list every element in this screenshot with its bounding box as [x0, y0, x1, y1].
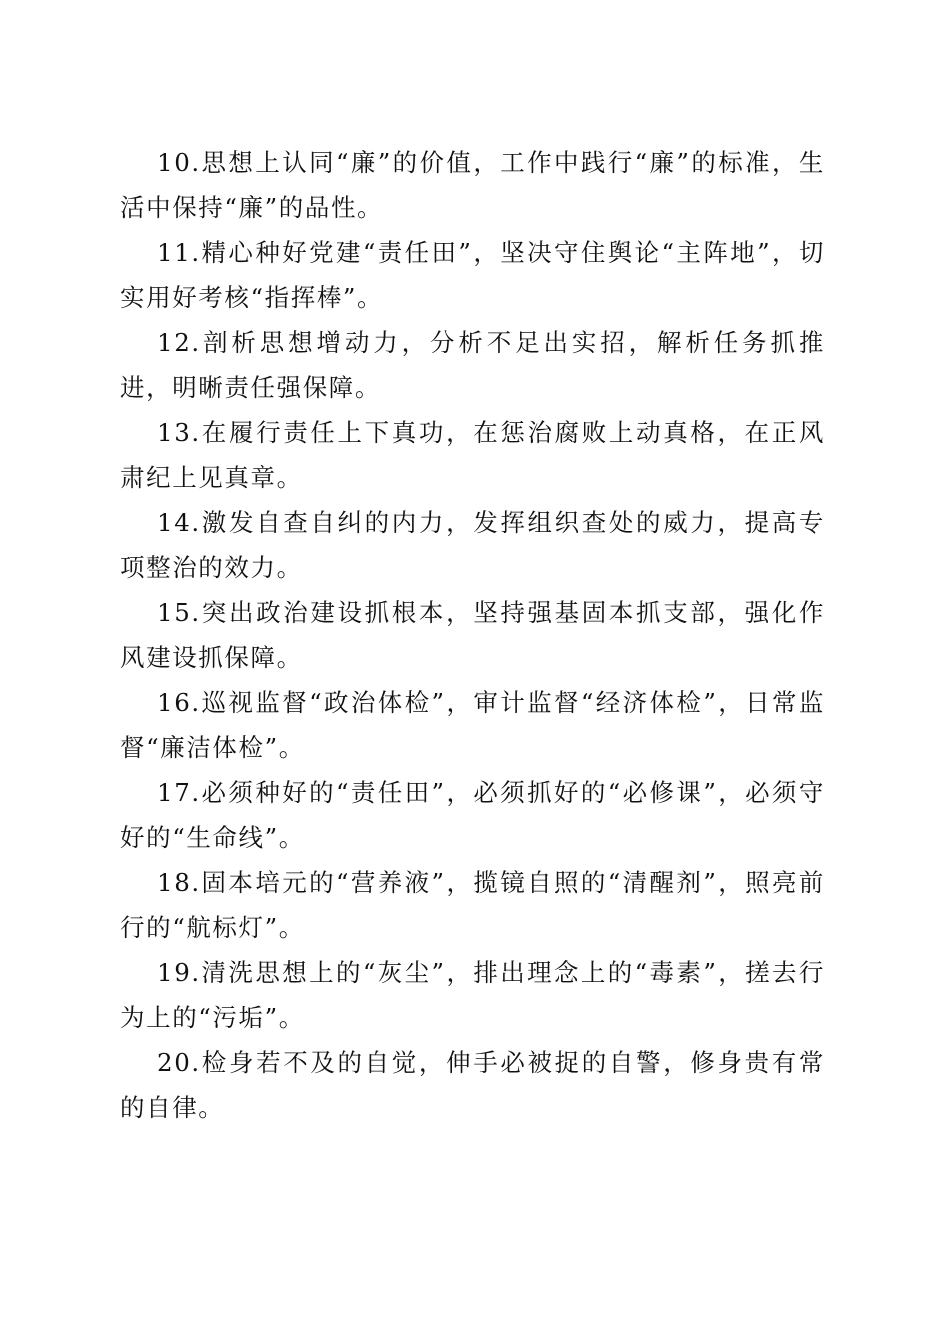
paragraph-20: 20.检身若不及的自觉，伸手必被捉的自警，修身贵有常的自律。 [120, 1048, 825, 1122]
document-body [120, 140, 825, 1130]
paragraph-13: 13.在履行责任上下真功，在惩治腐败上动真格，在正风肃纪上见真章。 [120, 418, 825, 492]
paragraph-14: 14.激发自查自纠的内力，发挥组织查处的威力，提高专项整治的效力。 [120, 508, 825, 582]
paragraph-18: 18.固本培元的“营养液”，揽镜自照的“清醒剂”，照亮前行的“航标灯”。 [120, 868, 825, 942]
paragraph-19: 19.清洗思想上的“灰尘”，排出理念上的“毒素”，搓去行为上的“污垢”。 [120, 958, 825, 1032]
paragraph-12: 12.剖析思想增动力，分析不足出实招，解析任务抓推进，明晰责任强保障。 [120, 328, 825, 402]
paragraph-11: 11.精心种好党建“责任田”，坚决守住舆论“主阵地”，切实用好考核“指挥棒”。 [120, 238, 825, 312]
paragraph-17: 17.必须种好的“责任田”，必须抓好的“必修课”，必须守好的“生命线”。 [120, 778, 825, 852]
paragraph-15: 15.突出政治建设抓根本，坚持强基固本抓支部，强化作风建设抓保障。 [120, 598, 825, 672]
paragraph-10: 10.思想上认同“廉”的价值，工作中践行“廉”的标准，生活中保持“廉”的品性。 [120, 148, 825, 222]
paragraph-16: 16.巡视监督“政治体检”，审计监督“经济体检”，日常监督“廉洁体检”。 [120, 688, 825, 762]
